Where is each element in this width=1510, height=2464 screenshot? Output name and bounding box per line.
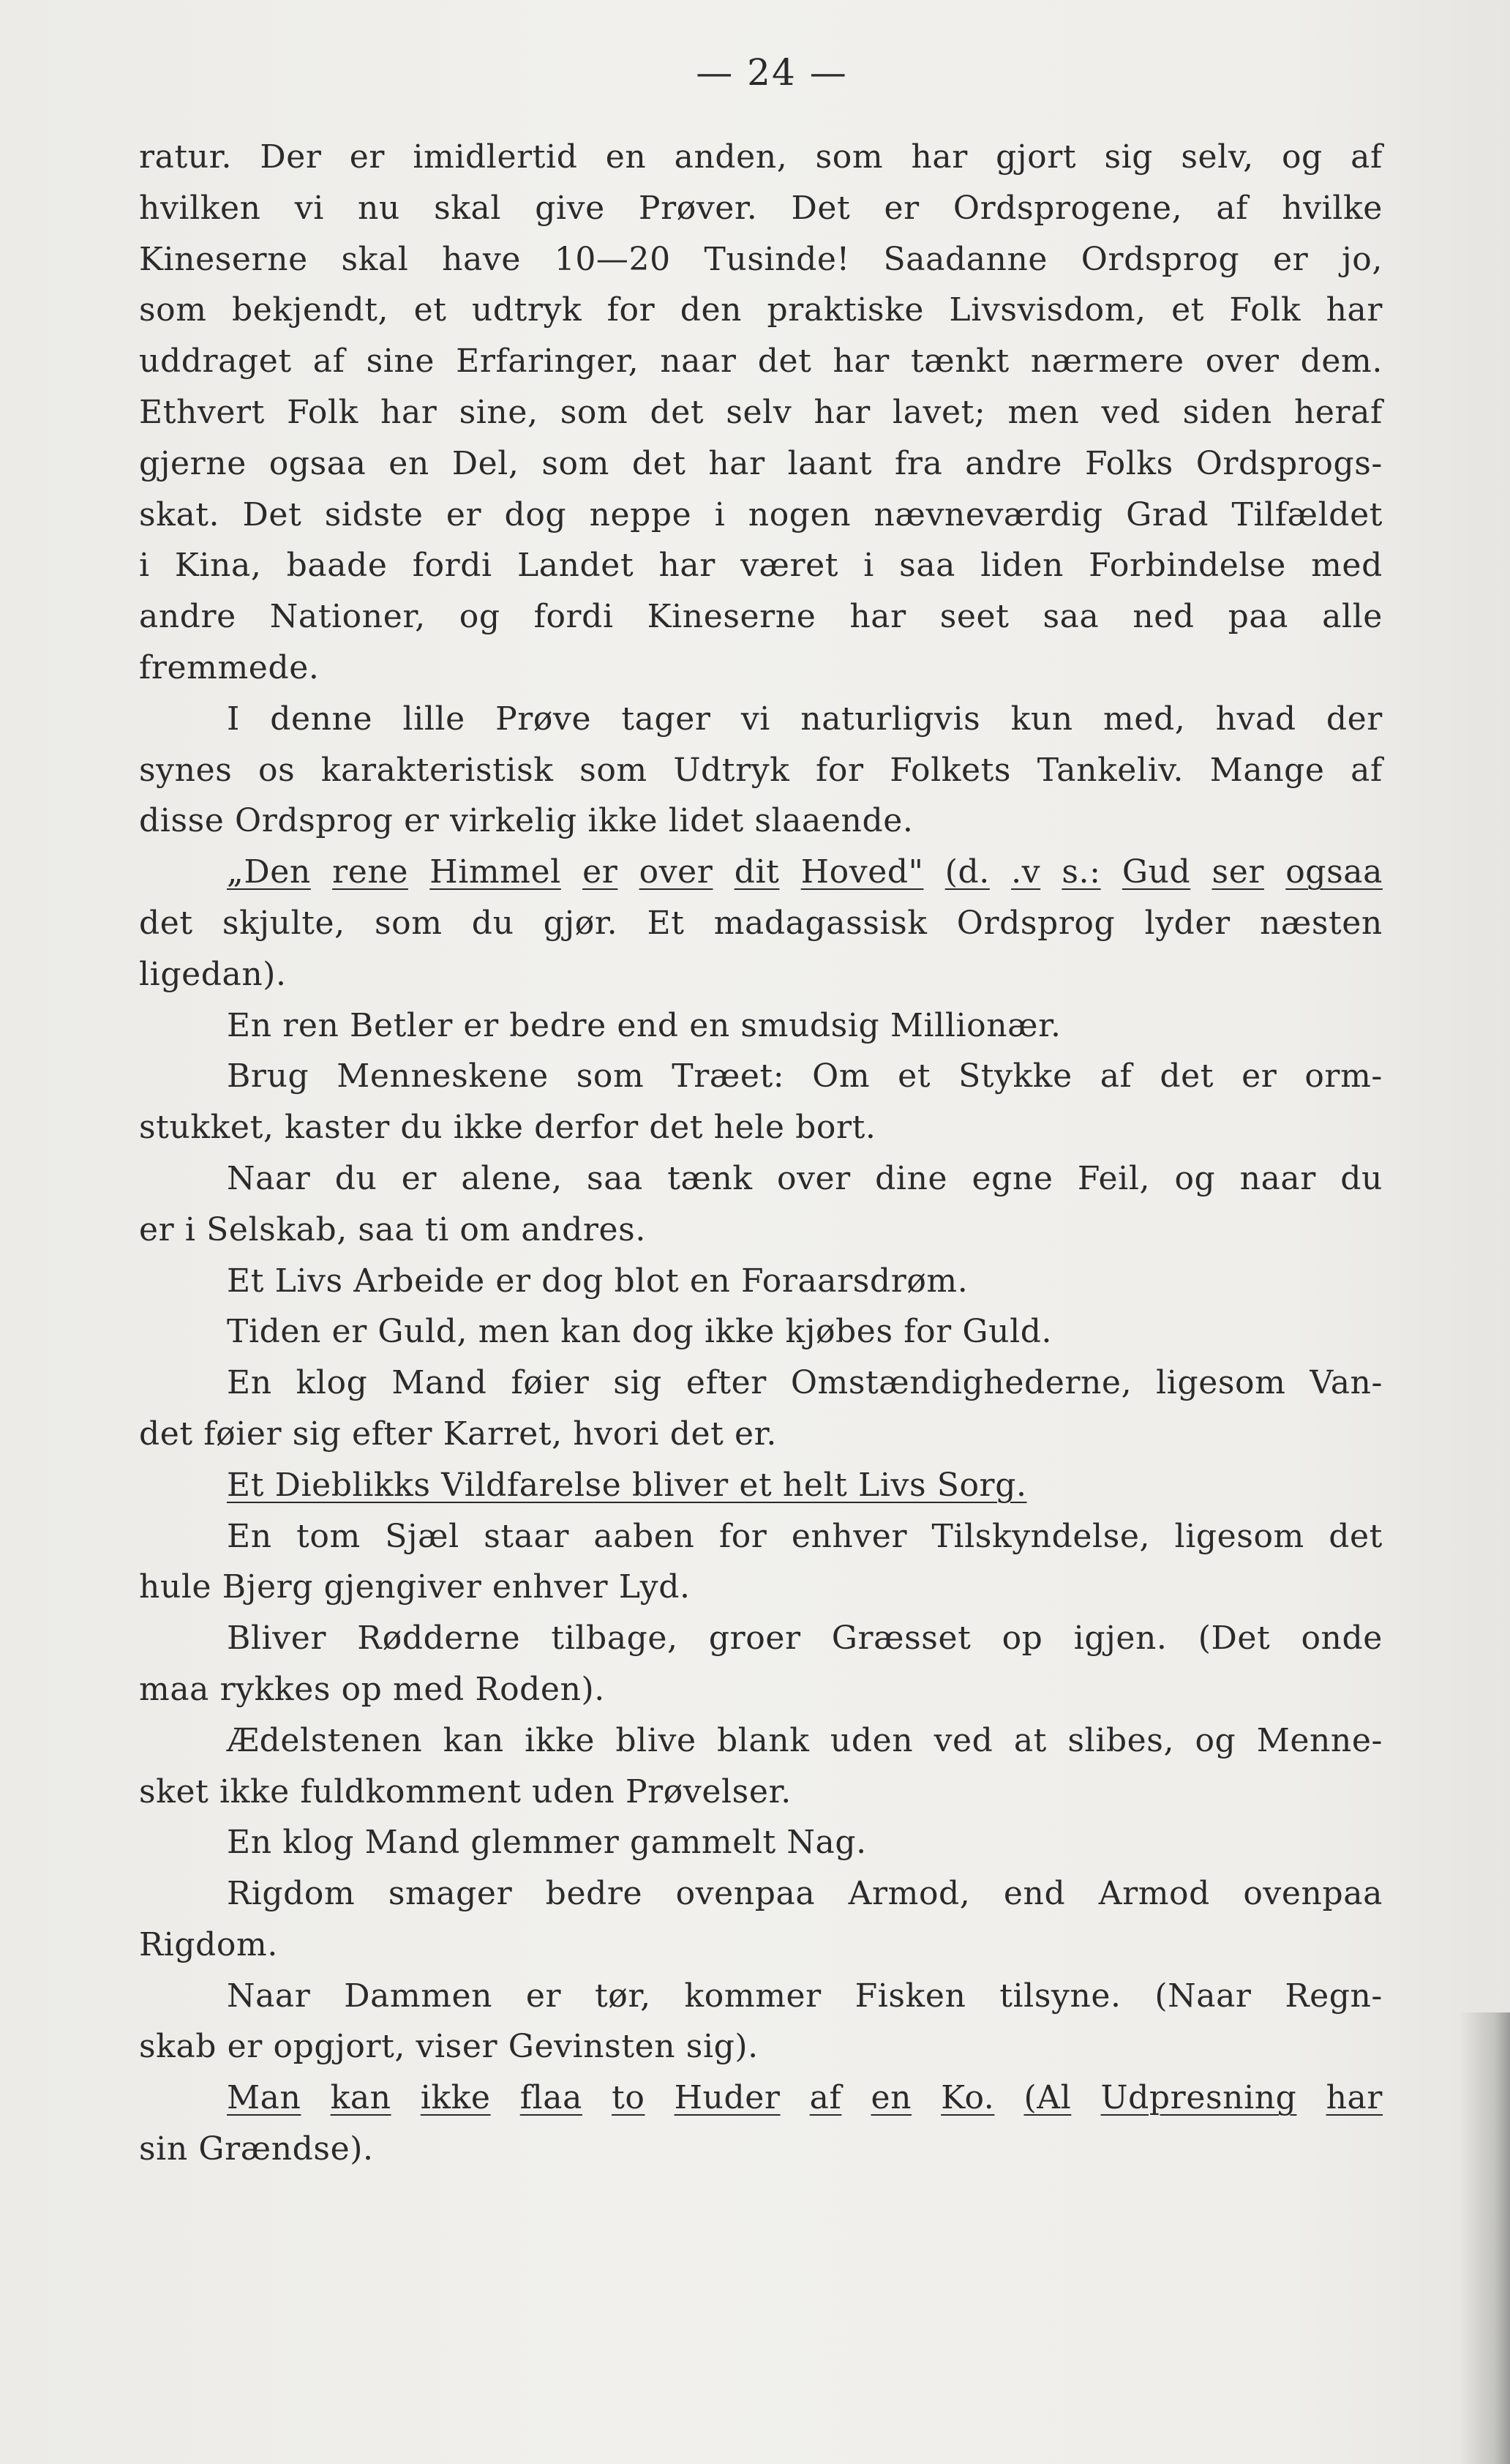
text-line: I denne lille Prøve tager vi naturligvis kun med, hvad der bbox=[227, 700, 1383, 738]
text-line: disse Ordsprog er virkelig ikke lidet slaaende. bbox=[139, 802, 914, 840]
text-line: Naar du er alene, saa tænk over dine egne Feil, og naar du bbox=[227, 1159, 1383, 1197]
text-line: En klog Mand føier sig efter Omstændighederne, ligesom Van- bbox=[227, 1364, 1383, 1402]
text-line: ligedan). bbox=[139, 955, 287, 993]
text-line: En klog Mand glemmer gammelt Nag. bbox=[227, 1824, 867, 1862]
text-line: fremmede. bbox=[139, 648, 320, 686]
text-line: stukket, kaster du ikke derfor det hele bort. bbox=[139, 1109, 876, 1147]
text-line: Man kan ikke flaa to Huder af en Ko. (Al Udpresning har bbox=[227, 2079, 1383, 2117]
text-line: maa rykkes op med Roden). bbox=[139, 1670, 605, 1708]
page-number: — 24 — bbox=[696, 51, 848, 94]
text-line: gjerne ogsaa en Del, som det har laant fra andre Folks Ordsprogs- bbox=[139, 444, 1383, 482]
text-line: Rigdom. bbox=[139, 1925, 278, 1963]
text-line: Et Livs Arbeide er dog blot en Foraarsdrøm. bbox=[227, 1262, 969, 1300]
text-line: som bekjendt, et udtryk for den praktiske Livsvisdom, et Folk har bbox=[139, 291, 1383, 329]
text-line: „Den rene Himmel er over dit Hoved" (d. .v s.: Gud ser ogsaa bbox=[227, 853, 1383, 891]
text-line: hvilken vi nu skal give Prøver. Det er Ordsprogene, af hvilke bbox=[139, 189, 1383, 227]
text-line: det skjulte, som du gjør. Et madagassisk Ordsprog lyder næsten bbox=[139, 904, 1383, 942]
text-line: Bliver Rødderne tilbage, groer Græsset op igjen. (Det onde bbox=[227, 1619, 1383, 1658]
text-line: i Kina, baade fordi Landet har været i saa liden Forbindelse med bbox=[139, 547, 1383, 585]
text-line: Brug Menneskene som Træet: Om et Stykke af det er orm- bbox=[227, 1057, 1383, 1096]
text-line: Et Dieblikks Vildfarelse bliver et helt Livs Sorg. bbox=[227, 1466, 1027, 1504]
page-edge-shadow bbox=[1459, 2012, 1510, 2464]
text-line: Naar Dammen er tør, kommer Fisken tilsyne. (Naar Regn- bbox=[227, 1977, 1383, 2015]
text-line: En tom Sjæl staar aaben for enhver Tilskyndelse, ligesom det bbox=[227, 1517, 1383, 1555]
text-line: Rigdom smager bedre ovenpaa Armod, end Armod ovenpaa bbox=[227, 1875, 1383, 1913]
body-text bbox=[139, 132, 1383, 2175]
text-line: synes os karakteristisk som Udtryk for Folkets Tankeliv. Mange af bbox=[139, 751, 1383, 789]
text-line: uddraget af sine Erfaringer, naar det har tænkt nærmere over dem. bbox=[139, 342, 1383, 381]
text-line: det føier sig efter Karret, hvori det er. bbox=[139, 1415, 777, 1453]
text-line: skab er opgjort, viser Gevinsten sig). bbox=[139, 2028, 759, 2066]
text-line: hule Bjerg gjengiver enhver Lyd. bbox=[139, 1568, 691, 1606]
text-line: sket ikke fuldkomment uden Prøvelser. bbox=[139, 1772, 792, 1810]
text-line: En ren Betler er bedre end en smudsig Millionær. bbox=[227, 1006, 1062, 1044]
text-line: Ethvert Folk har sine, som det selv har lavet; men ved siden heraf bbox=[139, 393, 1383, 431]
text-line: andre Nationer, og fordi Kineserne har seet saa ned paa alle bbox=[139, 598, 1383, 636]
text-line: er i Selskab, saa ti om andres. bbox=[139, 1210, 646, 1248]
text-line: sin Grændse). bbox=[139, 2130, 374, 2168]
text-line: Ædelstenen kan ikke blive blank uden ved at slibes, og Menne- bbox=[227, 1721, 1383, 1759]
text-line: Tiden er Guld, men kan dog ikke kjøbes for Guld. bbox=[227, 1313, 1053, 1351]
text-line: skat. Det sidste er dog neppe i nogen nævneværdig Grad Tilfældet bbox=[139, 495, 1383, 533]
text-line: Kineserne skal have 10—20 Tusinde! Saadanne Ordsprog er jo, bbox=[139, 240, 1383, 278]
text-line: ratur. Der er imidlertid en anden, som har gjort sig selv, og af bbox=[139, 138, 1383, 176]
